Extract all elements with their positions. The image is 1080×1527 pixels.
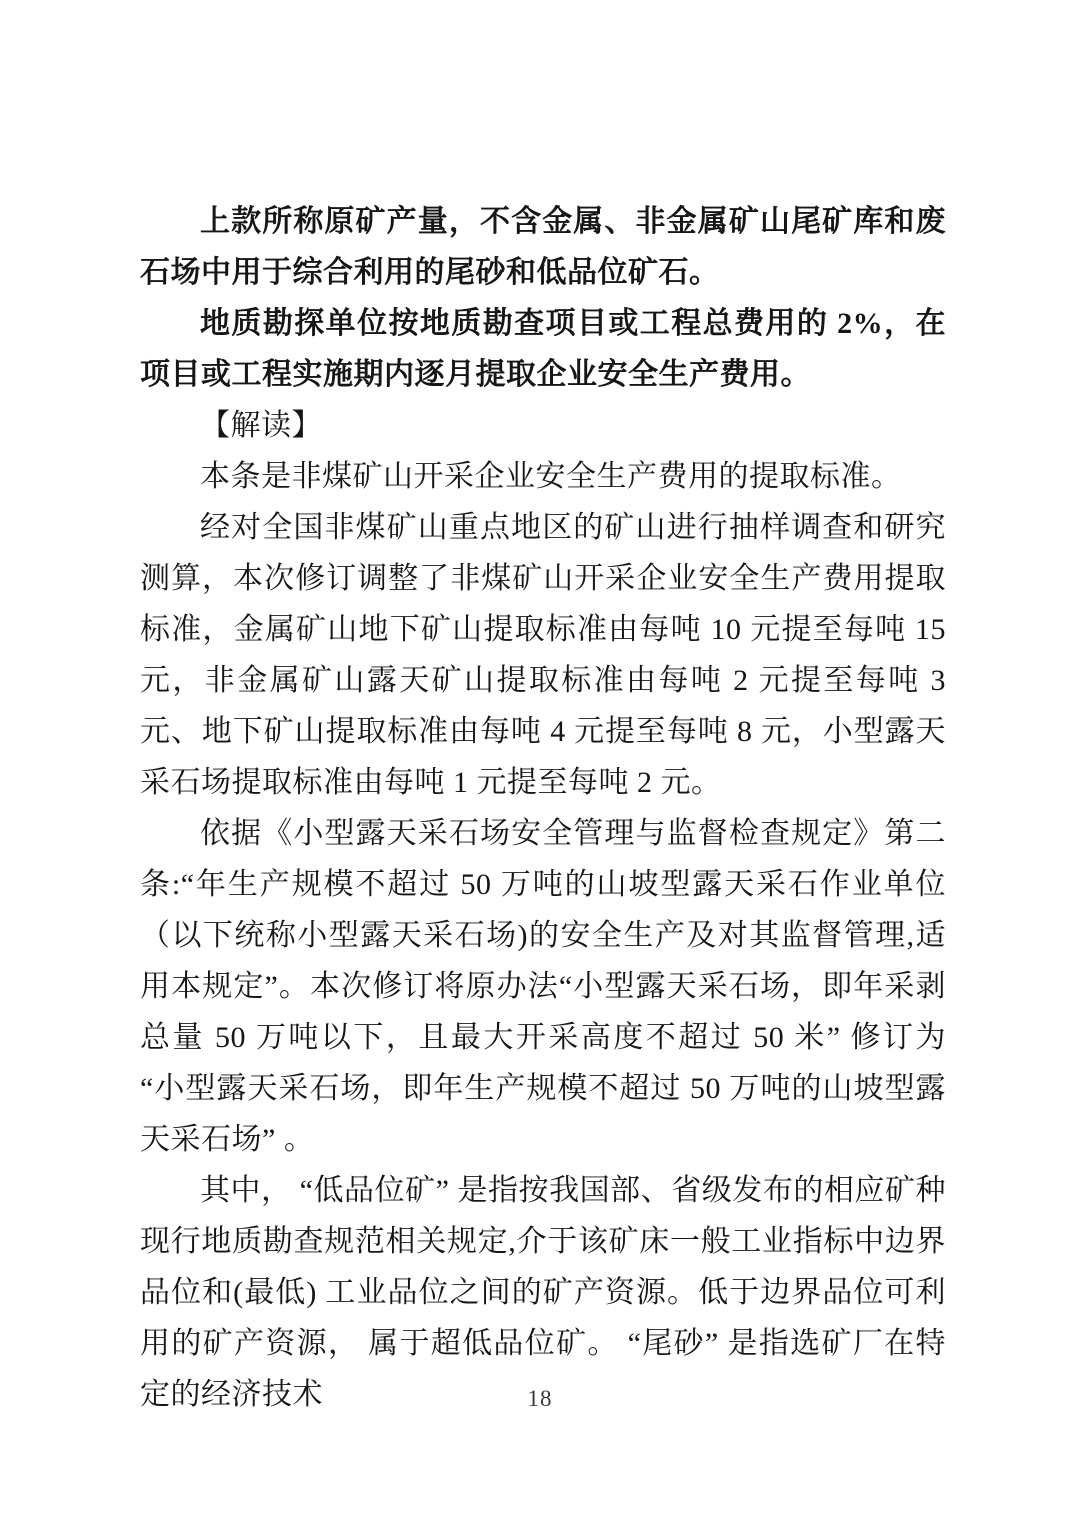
interpretation-extraction-standards: 经对全国非煤矿山重点地区的矿山进行抽样调查和研究测算，本次修订调整了非煤矿山开采企业安全生产费用提取标准，金属矿山地下矿山提取标准由每吨 10 元提至每吨 15 元，非金属矿山露天矿山提取标准由每吨 2 元提至每吨 3 元、地下矿山提取标准由每吨 4 元提至每吨 8 元，小型露天采石场提取标准由每吨 1 元提至每吨 2 元。	[140, 511, 946, 799]
page-number: 18	[527, 1386, 553, 1411]
interpretation-intro: 本条是非煤矿山开采企业安全生产费用的提取标准。	[200, 460, 902, 493]
document-body	[140, 196, 946, 1420]
interpretation-label: 【解读】	[200, 409, 322, 442]
interpretation-low-grade-ore-definition: 其中， “低品位矿” 是指按我国部、省级发布的相应矿种现行地质勘查规范相关规定,介于该矿床一般工业指标中边界品位和(最低) 工业品位之间的矿产资源。低于边界品位可利用的矿产资源， 属于超低品位矿。 “尾砂” 是指选矿厂在特定的经济技术	[140, 1174, 946, 1411]
provision-paragraph-geological-survey: 地质勘探单位按地质勘查项目或工程总费用的 2%，在项目或工程实施期内逐月提取企业安全生产费用。	[140, 307, 946, 391]
interpretation-quarry-definition: 依据《小型露天采石场安全管理与监督检查规定》第二条:“年生产规模不超过 50 万吨的山坡型露天采石作业单位（以下统称小型露天采石场)的安全生产及对其监督管理,适用本规定”。本次修订将原办法“小型露天采石场，即年采剥总量 50 万吨以下，且最大开采高度不超过 50 米” 修订为 “小型露天采石场，即年生产规模不超过 50 万吨的山坡型露天采石场” 。	[140, 817, 946, 1156]
provision-paragraph-ore-output: 上款所称原矿产量，不含金属、非金属矿山尾矿库和废石场中用于综合利用的尾砂和低品位矿石。	[140, 205, 946, 289]
